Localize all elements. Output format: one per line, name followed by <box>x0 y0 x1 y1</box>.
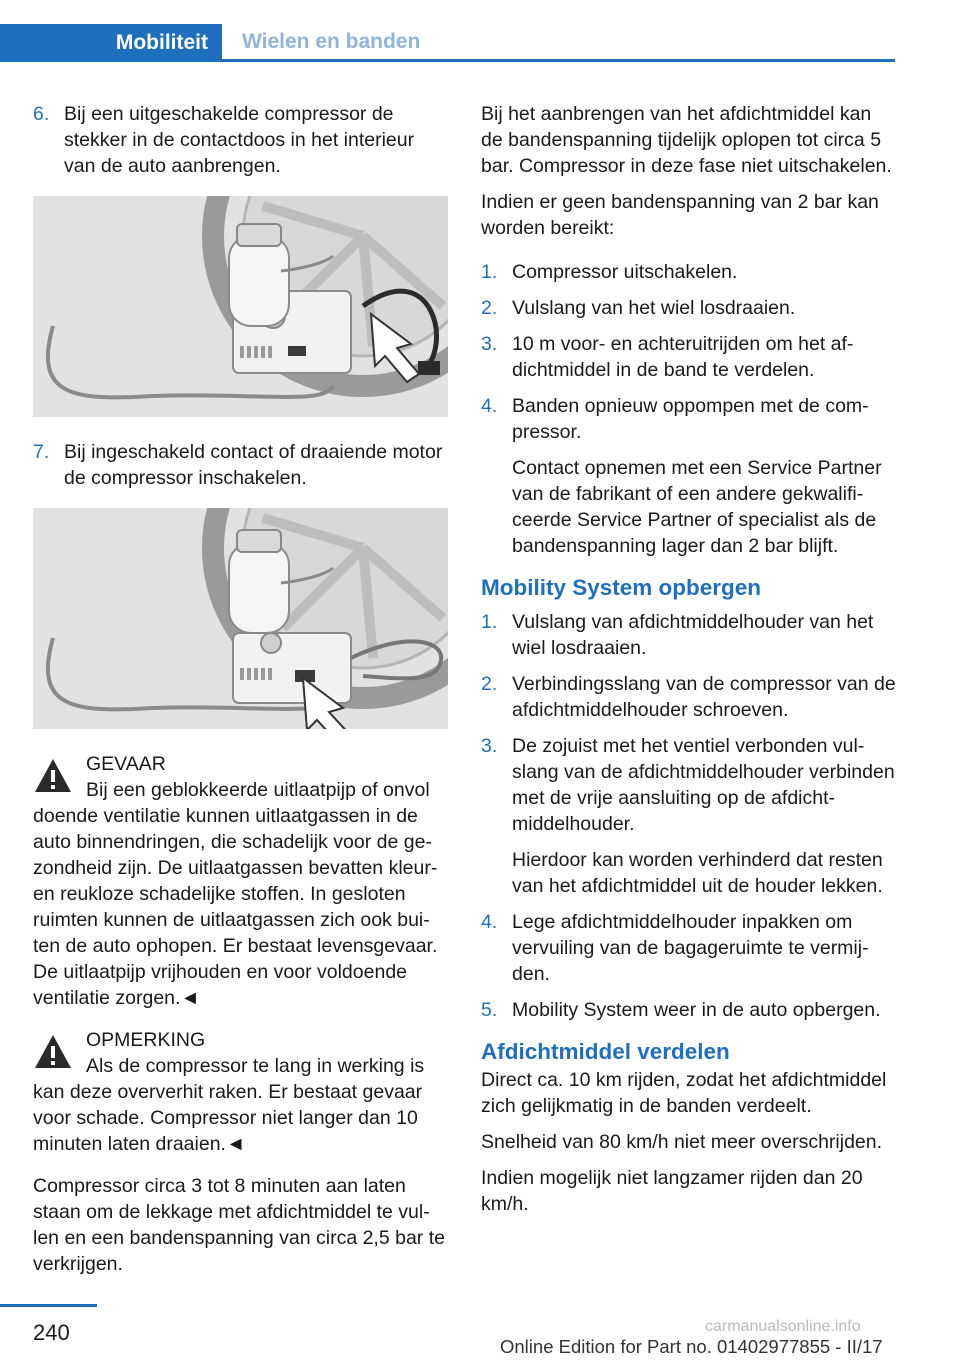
body-paragraph: Bij het aanbrengen van het afdichtmiddel kan de bandenspanning tijdelijk oplopen tot circa 5 bar. Compressor in deze fase niet uitschakelen. <box>481 103 892 177</box>
body-paragraph: Indien mogelijk niet langzamer rijden dan 20 km/h. <box>481 1167 863 1215</box>
warning-triangle-icon <box>33 1032 73 1072</box>
storage-list <box>481 609 897 1023</box>
body-paragraph: Compressor circa 3 tot 8 minuten aan laten staan om de lekkage met afdichtmiddel te vullen en een bandenspanning van circa 2,5 bar te verkrijgen. <box>33 1175 445 1275</box>
list-text: Verbindingsslang van de compressor van de afdichtmiddelhouder schroeven. <box>512 673 896 721</box>
warning-title: GEVAAR <box>86 753 166 775</box>
footer-rule <box>0 1304 97 1307</box>
left-column <box>33 101 448 1287</box>
section-tab-mobiliteit: Mobiliteit <box>0 24 222 62</box>
list-text: Lege afdichtmiddelhouder inpakken om vervuiling van de bagageruimte te vermijden. <box>512 911 869 985</box>
warning-text: doende ventilatie kunnen uitlaatgassen in de auto binnendringen, die schadelijk voor de gezondheid zijn. De uitlaatgassen bevatten kleur- en reukloze schadelijke stoffen. In gesloten ruimten kunnen de uitlaatgassen zich ook buiten de auto ophopen. Er bestaat levensgevaar. De uitlaatpijp vrijhouden en voor voldoende ventilatie zorgen.◄ <box>33 805 438 1009</box>
section-heading: Mobility System opbergen <box>481 575 762 600</box>
list-number: 4. <box>481 395 498 417</box>
step-text: Bij ingeschakeld contact of draaiende motor de compressor inschakelen. <box>64 441 443 489</box>
compressor-switch-illustration <box>33 508 448 729</box>
right-column <box>481 101 897 1227</box>
list-text: 10 m voor- en achteruitrijden om het afdichtmiddel in de band te verdelen. <box>512 333 854 381</box>
list-number: 1. <box>481 261 498 283</box>
compressor-switch-drawing <box>33 508 448 729</box>
list-item <box>481 997 897 1023</box>
list-text-main: De zojuist met het ventiel verbonden vulslang van de afdichtmiddelhouder verbinden met de vrije aansluiting op de afdichtmiddelhouder. <box>512 735 895 835</box>
list-text: Vulslang van afdichtmiddelhouder van het wiel losdraaien. <box>512 611 874 659</box>
warning-text-first-line: Bij een geblokkeerde uitlaatpijp of onvol <box>86 779 430 801</box>
warning-block-gevaar <box>33 751 448 1011</box>
list-item <box>481 609 897 661</box>
warning-text: kan deze oververhit raken. Er bestaat gevaar voor schade. Compressor niet langer dan 10 minuten laten draaien.◄ <box>33 1081 423 1155</box>
watermark: carmanualsonline.info <box>705 1318 861 1335</box>
body-paragraph: Snelheid van 80 km/h niet meer overschrijden. <box>481 1131 883 1153</box>
page-number: 240 <box>33 1320 70 1345</box>
list-number: 5. <box>481 999 498 1021</box>
warning-text-first-line: Als de compressor te lang in werking is <box>86 1055 425 1077</box>
section-heading: Afdichtmiddel verdelen <box>481 1039 730 1064</box>
list-item <box>481 259 897 285</box>
warning-title: OPMERKING <box>86 1029 206 1051</box>
list-number: 1. <box>481 611 498 633</box>
edition-note: Online Edition for Part no. 01402977855 - II/17 <box>500 1336 883 1357</box>
list-item <box>481 295 897 321</box>
list-text-extra: Contact opnemen met een Service Partner van de fabrikant of een andere gekwalificeerde Service Partner of specialist als de bandenspanning lager dan 2 bar blijft. <box>512 457 882 557</box>
list-text: Mobility System weer in de auto opbergen. <box>512 999 881 1021</box>
list-number: 4. <box>481 911 498 933</box>
troubleshoot-list <box>481 259 897 559</box>
list-item <box>481 733 897 899</box>
body-paragraph: Indien er geen bandenspanning van 2 bar kan worden bereikt: <box>481 191 879 239</box>
step-number: 6. <box>33 103 50 125</box>
step-6 <box>33 101 448 179</box>
list-number: 3. <box>481 333 498 355</box>
list-item <box>481 671 897 723</box>
compressor-plug-illustration <box>33 196 448 417</box>
warning-block-opmerking <box>33 1027 448 1157</box>
list-number: 2. <box>481 297 498 319</box>
list-text-main: Banden opnieuw oppompen met de compressor. <box>512 395 869 443</box>
step-7 <box>33 439 448 491</box>
list-number: 2. <box>481 673 498 695</box>
warning-triangle-icon <box>33 756 73 796</box>
list-text <box>512 733 897 899</box>
header-rule <box>0 59 895 62</box>
section-tab-wielen-en-banden: Wielen en banden <box>242 29 421 53</box>
compressor-plug-drawing <box>33 196 448 417</box>
body-paragraph: Direct ca. 10 km rijden, zodat het afdichtmiddel zich gelijkmatig in de banden verdeelt. <box>481 1069 887 1117</box>
list-item <box>481 393 897 559</box>
list-text: Vulslang van het wiel losdraaien. <box>512 297 796 319</box>
step-text: Bij een uitgeschakelde compressor de stekker in de contactdoos in het interieur van de auto aanbrengen. <box>64 103 415 177</box>
page-header <box>0 24 895 62</box>
list-text-extra: Hierdoor kan worden verhinderd dat resten van het afdichtmiddel uit de houder lekken. <box>512 849 883 897</box>
list-text: Compressor uitschakelen. <box>512 261 738 283</box>
list-item <box>481 331 897 383</box>
step-number: 7. <box>33 441 50 463</box>
list-item <box>481 909 897 987</box>
list-text <box>512 393 897 559</box>
list-number: 3. <box>481 735 498 757</box>
